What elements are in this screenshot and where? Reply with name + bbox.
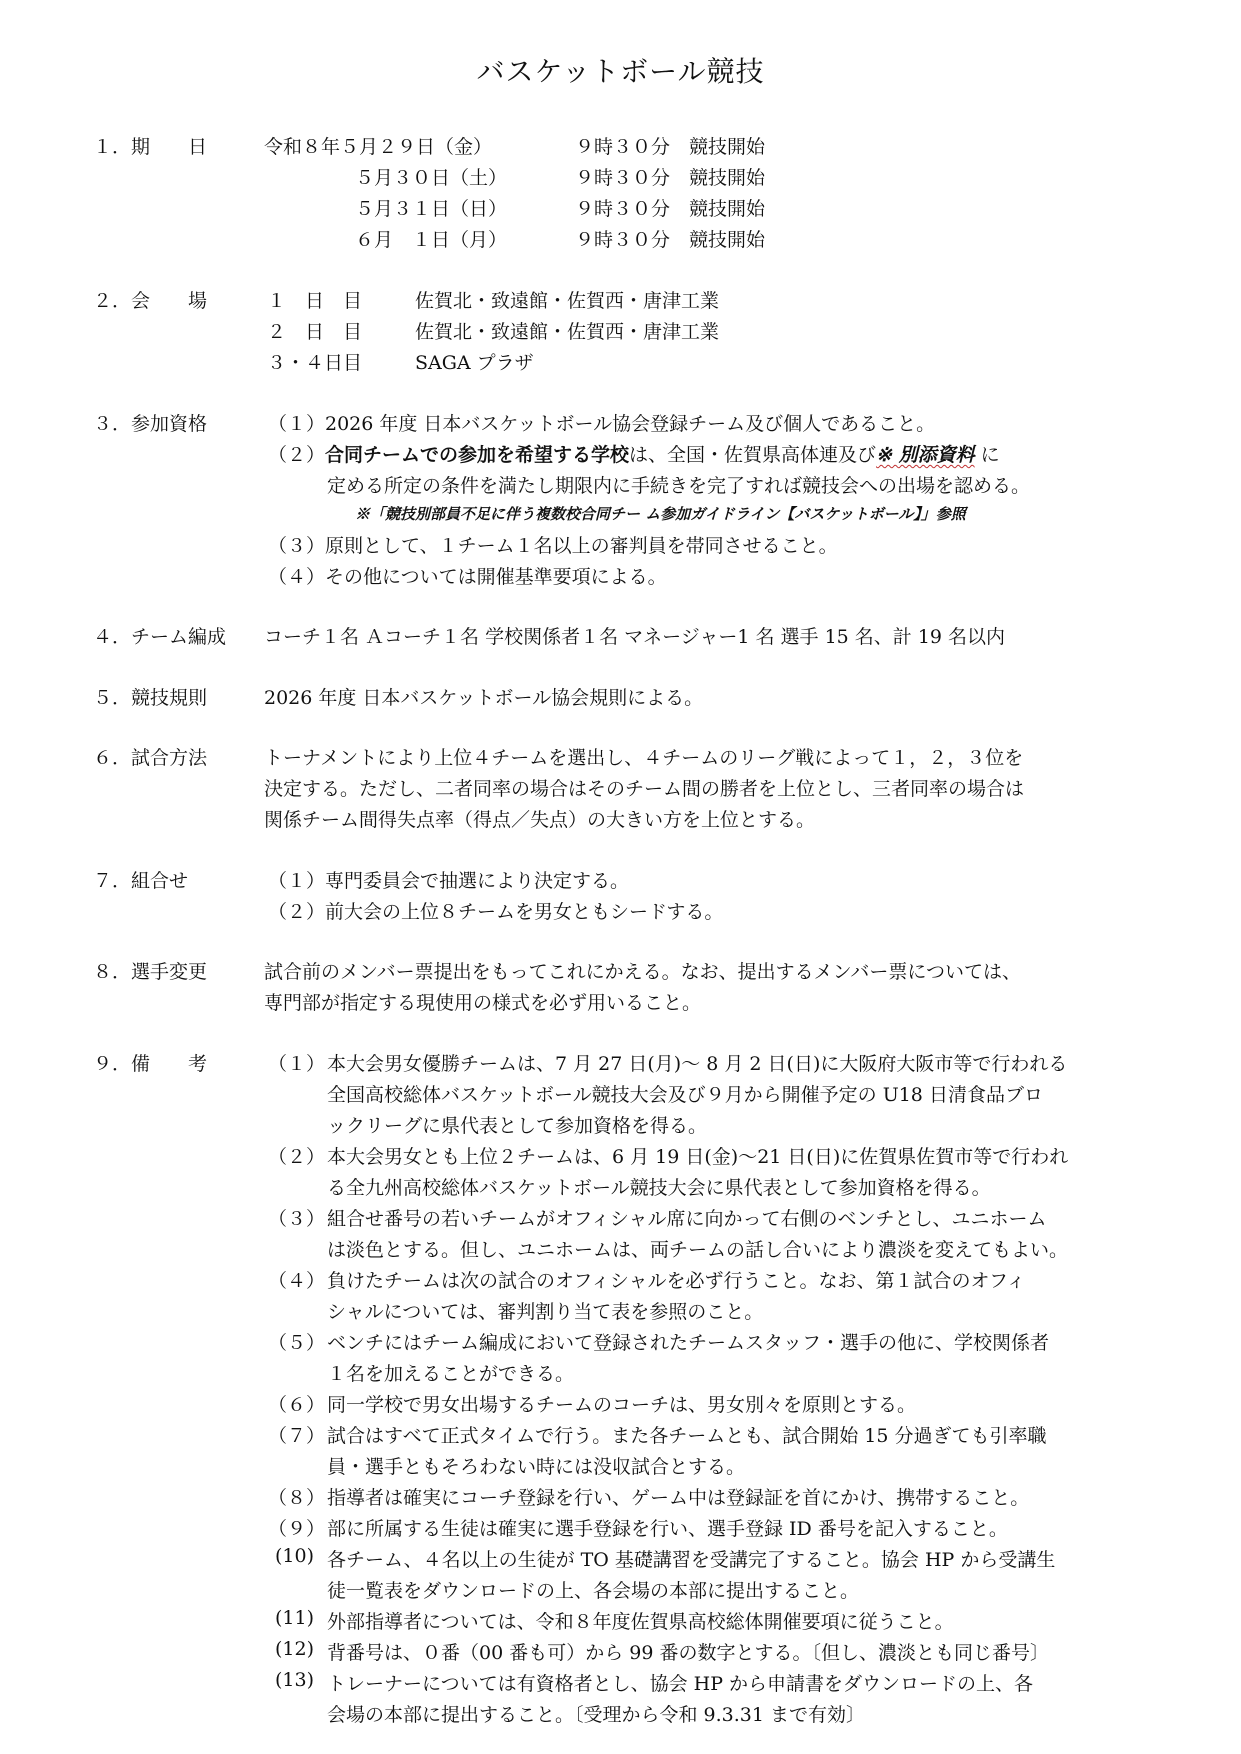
eligibility-item-3: （３）原則として、１チーム１名以上の審判員を帯同させること。 (268, 535, 838, 557)
remark-number: (11) (275, 1607, 315, 1629)
section-5-label: ５．競技規則 (93, 687, 208, 709)
remark-line: 負けたチームは次の試合のオフィシャルを必ず行うこと。なお、第１試合のオフィ (327, 1270, 1026, 1292)
item-number: （２） (268, 444, 326, 466)
match-method-line: トーナメントにより上位４チームを選出し、４チームのリーグ戦によって１，２，３位を (264, 747, 1024, 769)
remark-number: （７） (268, 1425, 326, 1447)
section-8-label: ８．選手変更 (93, 961, 208, 983)
section-7-label: ７．組合せ (93, 870, 189, 892)
remark-line: 同一学校で男女出場するチームのコーチは、男女別々を原則とする。 (327, 1394, 917, 1416)
remark-line: シャルについては、審判割り当て表を参照のこと。 (327, 1301, 764, 1323)
remark-line: 各チーム、４名以上の生徒が TO 基礎講習を受講完了すること。協会 HP から受講生 (327, 1549, 1056, 1571)
remark-number: （２） (268, 1146, 326, 1168)
schedule-time: ９時３０分 競技開始 (575, 198, 766, 220)
page-title: バスケットボール競技 (476, 55, 765, 88)
section-4-label: ４．チーム編成 (93, 626, 227, 648)
team-composition: コーチ１名 Ａコーチ１名 学校関係者１名 マネージャー1 名 選手 15 名、計 19 名以内 (264, 626, 1006, 648)
remark-line: ベンチにはチーム編成において登録されたチームスタッフ・選手の他に、学校関係者 (327, 1332, 1050, 1354)
remark-number: （９） (268, 1518, 326, 1540)
venue-day: ３・４日目 (267, 352, 363, 374)
remark-number: (10) (275, 1545, 315, 1567)
schedule-date: 令和８年５月２９日（金） (264, 136, 493, 158)
remark-line: 背番号は、０番（00 番も可）から 99 番の数字とする。〔但し、濃淡とも同じ番号〕 (327, 1642, 1049, 1664)
remark-number: （８） (268, 1487, 326, 1509)
remark-line: １名を加えることができる。 (327, 1363, 575, 1385)
schedule-time: ９時３０分 競技開始 (575, 229, 766, 251)
player-change-line: 試合前のメンバー票提出をもってこれにかえる。なお、提出するメンバー票については、 (264, 961, 1021, 983)
competition-rules: 2026 年度 日本バスケットボール協会規則による。 (264, 687, 704, 709)
remark-line: 全国高校総体バスケットボール競技大会及び９月から開催予定の U18 日清食品ブロ (327, 1084, 1043, 1106)
draw-item: （１）専門委員会で抽選により決定する。 (268, 870, 630, 892)
remark-line: 本大会男女優勝チームは、7 月 27 日(月)～ 8 月 2 日(日)に大阪府大阪市等で行われる (327, 1053, 1068, 1075)
remark-line: 試合はすべて正式タイムで行う。また各チームとも、試合開始 15 分過ぎても引率職 (327, 1425, 1047, 1447)
section-1-label: １．期 日 (93, 136, 208, 158)
venue-name: 佐賀北・致遠館・佐賀西・唐津工業 (415, 321, 720, 343)
venue-name: SAGA プラザ (415, 352, 534, 374)
venue-name: 佐賀北・致遠館・佐賀西・唐津工業 (415, 290, 720, 312)
remark-line: 本大会男女とも上位２チームは、6 月 19 日(金)～21 日(日)に佐賀県佐賀市等で行われ (327, 1146, 1069, 1168)
remark-number: (13) (275, 1669, 315, 1691)
remark-number: (12) (275, 1638, 315, 1660)
schedule-time: ９時３０分 競技開始 (575, 167, 766, 189)
attachment-reference: ※ 別添資料 (876, 444, 975, 466)
schedule-time: ９時３０分 競技開始 (575, 136, 766, 158)
remark-line: 部に所属する生徒は確実に選手登録を行い、選手登録 ID 番号を記入すること。 (327, 1518, 1008, 1540)
remark-number: （４） (268, 1270, 326, 1292)
joint-team-emphasis: 合同チームでの参加を希望する学校 (325, 444, 630, 466)
remark-line: ックリーグに県代表として参加資格を得る。 (327, 1115, 708, 1137)
remark-line: 指導者は確実にコーチ登録を行い、ゲーム中は登録証を首にかけ、携帯すること。 (327, 1487, 1030, 1509)
remark-line: 員・選手ともそろわない時には没収試合とする。 (327, 1456, 746, 1478)
remark-line: 会場の本部に提出すること。〔受理から令和 9.3.31 まで有効〕 (327, 1704, 866, 1726)
venue-day: １ 日 目 (267, 290, 363, 312)
match-method-line: 関係チーム間得失点率（得点／失点）の大きい方を上位とする。 (264, 809, 816, 831)
section-9-label: ９．備 考 (93, 1053, 208, 1075)
eligibility-text: は、全国・佐賀県高体連及び (629, 444, 877, 466)
remark-number: （６） (268, 1394, 326, 1416)
guideline-note: ※「競技別部員不足に伴う複数校合同チー ム参加ガイドライン【バスケットボール】」参照 (355, 505, 966, 523)
section-6-label: ６．試合方法 (93, 747, 208, 769)
schedule-date: ６月 １日（月） (355, 229, 508, 251)
eligibility-item-2 (268, 440, 1000, 467)
remark-line: 徒一覧表をダウンロードの上、各会場の本部に提出すること。 (327, 1580, 860, 1602)
remark-number: （５） (268, 1332, 326, 1354)
remark-line: る全九州高校総体バスケットボール競技大会に県代表として参加資格を得る。 (327, 1177, 991, 1199)
section-3-label: ３．参加資格 (93, 413, 208, 435)
player-change-line: 専門部が指定する現使用の様式を必ず用いること。 (264, 992, 702, 1014)
section-2-label: ２．会 場 (93, 290, 208, 312)
draw-item: （２）前大会の上位８チームを男女ともシードする。 (268, 901, 724, 923)
eligibility-item-2-cont: 定める所定の条件を満たし期限内に手続きを完了すれば競技会への出場を認める。 (327, 475, 1031, 497)
schedule-date: ５月３０日（土） (355, 167, 508, 189)
eligibility-item-4: （４）その他については開催基準要項による。 (268, 566, 667, 588)
remark-number: （３） (268, 1208, 326, 1230)
schedule-date: ５月３１日（日） (355, 198, 508, 220)
eligibility-text: に (974, 444, 1000, 466)
remark-line: トレーナーについては有資格者とし、協会 HP から申請書をダウンロードの上、各 (327, 1673, 1034, 1695)
remark-line: 外部指導者については、令和８年度佐賀県高校総体開催要項に従うこと。 (327, 1611, 954, 1633)
remark-line: は淡色とする。但し、ユニホームは、両チームの話し合いにより濃淡を変えてもよい。 (327, 1239, 1069, 1261)
remark-line: 組合せ番号の若いチームがオフィシャル席に向かって右側のベンチとし、ユニホーム (327, 1208, 1047, 1230)
match-method-line: 決定する。ただし、二者同率の場合はそのチーム間の勝者を上位とし、三者同率の場合は (264, 778, 1025, 800)
remark-number: （１） (268, 1053, 326, 1075)
venue-day: ２ 日 目 (267, 321, 363, 343)
eligibility-item-1: （１）2026 年度 日本バスケットボール協会登録チーム及び個人であること。 (268, 413, 936, 435)
